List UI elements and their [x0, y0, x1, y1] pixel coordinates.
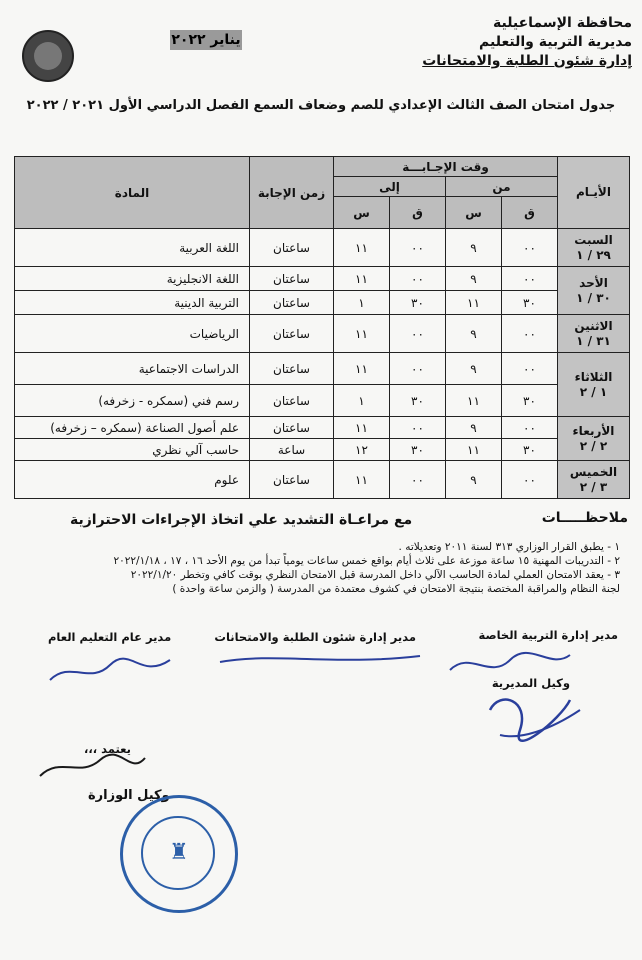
- table-row: [15, 229, 630, 267]
- signature-students-affairs-icon: [215, 646, 425, 670]
- from-hours-cell: ٩: [446, 461, 502, 499]
- duration-header-cell: زمن الإجابة: [250, 157, 334, 229]
- notes-list: [20, 540, 620, 596]
- notes-emphasis: مع مراعـاة التشديد علي اتخاذ الإجراءات الاحترازية: [70, 512, 413, 528]
- table-row: [15, 417, 630, 439]
- from-hours-cell: ٩: [446, 353, 502, 385]
- from-hours-cell: ١١: [446, 439, 502, 461]
- governorate-name: محافظة الإسماعيلية: [492, 15, 632, 31]
- from-minutes-cell: ٠٠: [502, 267, 558, 291]
- duration-cell: ساعتان: [250, 267, 334, 291]
- duration-cell: ساعتان: [250, 461, 334, 499]
- subject-cell: التربية الدينية: [15, 291, 250, 315]
- duration-cell: ساعتان: [250, 385, 334, 417]
- from-hours-cell: ١١: [446, 385, 502, 417]
- to-hours-cell: ١١: [334, 461, 390, 499]
- from-minutes-header: ق: [502, 197, 558, 229]
- subject-cell: علوم: [15, 461, 250, 499]
- to-hours-cell: ١١: [334, 267, 390, 291]
- sig-students-affairs-title: مدير إدارة شئون الطلبة والامتحانات: [214, 630, 416, 644]
- duration-cell: ساعتان: [250, 417, 334, 439]
- from-minutes-cell: ٠٠: [502, 417, 558, 439]
- subject-cell: الدراسات الاجتماعية: [15, 353, 250, 385]
- subject-cell: اللغة الانجليزية: [15, 267, 250, 291]
- day-cell: الأربعاء ٢ / ٢: [558, 417, 630, 461]
- duration-cell: ساعة: [250, 439, 334, 461]
- duration-cell: ساعتان: [250, 315, 334, 353]
- duration-cell: ساعتان: [250, 353, 334, 385]
- approved-label: يعتمد ،،،: [84, 742, 131, 756]
- day-cell: الثلاثاء ١ / ٢: [558, 353, 630, 417]
- sig-deputy-directorate-title: وكيل المديرية: [491, 676, 570, 690]
- duration-cell: ساعتان: [250, 291, 334, 315]
- subject-cell: حاسب آلي نظري: [15, 439, 250, 461]
- table-row: [15, 291, 630, 315]
- note-item: ٣ - يعقد الامتحان العملي لمادة الحاسب الآلي داخل المدرسة قبل الامتحان النظري بوقت كافي وتخطر ٢٠٢٢/١/٢٠: [130, 569, 620, 581]
- to-minutes-cell: ٣٠: [390, 439, 446, 461]
- day-cell: الخميس ٣ / ٢: [558, 461, 630, 499]
- signature-special-ed-icon: [440, 640, 590, 750]
- from-hours-cell: ٩: [446, 315, 502, 353]
- day-cell: السبت ٢٩ / ١: [558, 229, 630, 267]
- to-minutes-cell: ٠٠: [390, 315, 446, 353]
- to-hours-cell: ١١: [334, 229, 390, 267]
- from-hours-cell: ٩: [446, 267, 502, 291]
- day-cell: الأحد ٣٠ / ١: [558, 267, 630, 315]
- day-cell: الاثنين ٣١ / ١: [558, 315, 630, 353]
- to-hours-cell: ١١: [334, 353, 390, 385]
- to-hours-cell: ١: [334, 385, 390, 417]
- schedule-title: جدول امتحان الصف الثالث الإعدادي للصم وضعاف السمع الفصل الدراسي الأول ٢٠٢١ / ٢٠٢٢: [26, 98, 616, 113]
- answer-time-header: وقت الإجـابـــة: [334, 157, 558, 177]
- signature-general-ed-icon: [40, 650, 180, 690]
- to-hours-cell: ١١: [334, 417, 390, 439]
- to-hours-cell: ١: [334, 291, 390, 315]
- from-header: من: [446, 177, 558, 197]
- from-hours-cell: ١١: [446, 291, 502, 315]
- subject-cell: اللغة العربية: [15, 229, 250, 267]
- letterhead: [392, 14, 632, 71]
- notes-title: ملاحظـــــات: [541, 510, 628, 526]
- date-badge: يناير ٢٠٢٢: [171, 32, 241, 48]
- from-hours-header: س: [446, 197, 502, 229]
- table-row: [15, 353, 630, 385]
- from-hours-cell: ٩: [446, 229, 502, 267]
- exam-schedule-body: [14, 156, 630, 499]
- department-name: إدارة شئون الطلبة والامتحانات: [422, 53, 632, 69]
- to-header: إلى: [334, 177, 446, 197]
- sig-special-ed-title: مدير إدارة التربية الخاصة: [478, 628, 618, 642]
- sig-ministry-deputy-title: وكيل الوزارة: [88, 788, 170, 803]
- from-minutes-cell: ٣٠: [502, 385, 558, 417]
- table-row: [15, 267, 630, 291]
- from-minutes-cell: ٠٠: [502, 315, 558, 353]
- official-seal-icon: ♜: [120, 795, 238, 913]
- to-hours-header: س: [334, 197, 390, 229]
- subject-cell: الرياضيات: [15, 315, 250, 353]
- directorate-name: مديرية التربية والتعليم: [479, 34, 632, 50]
- subject-header-cell: المادة: [15, 157, 250, 229]
- days-header-cell: الأيـام: [558, 157, 630, 229]
- to-minutes-cell: ٣٠: [390, 291, 446, 315]
- subject-cell: رسم فني (سمكره - زخرفه): [15, 385, 250, 417]
- table-row: [15, 461, 630, 499]
- to-minutes-cell: ٠٠: [390, 229, 446, 267]
- to-minutes-cell: ٣٠: [390, 385, 446, 417]
- table-row: [15, 439, 630, 461]
- from-minutes-cell: ٣٠: [502, 291, 558, 315]
- to-minutes-cell: ٠٠: [390, 417, 446, 439]
- table-row: [15, 385, 630, 417]
- sig-general-ed-title: مدير عام التعليم العام: [48, 630, 172, 644]
- subject-cell: علم أصول الصناعة (سمكره – زخرفه): [15, 417, 250, 439]
- to-minutes-header: ق: [390, 197, 446, 229]
- duration-cell: ساعتان: [250, 229, 334, 267]
- to-minutes-cell: ٠٠: [390, 353, 446, 385]
- to-hours-cell: ١٢: [334, 439, 390, 461]
- note-item: ٢ - التدريبات المهنية ١٥ ساعة موزعة على ثلاث أيام بواقع خمس ساعات يومياً تبدأ من يوم الأحد ١٦ ، ١٧ ، ٢٠٢٢/١/١٨: [113, 555, 620, 567]
- to-hours-cell: ١١: [334, 315, 390, 353]
- directorate-logo-icon: [22, 30, 74, 82]
- table-row: [15, 315, 630, 353]
- note-item: لجنة النظام والمراقبة المختصة بنتيجة الامتحان في كشوف معتمدة من المدرسة ( والزمن ساعة واحدة ): [172, 583, 620, 595]
- from-minutes-cell: ٣٠: [502, 439, 558, 461]
- from-minutes-cell: ٠٠: [502, 461, 558, 499]
- signature-ministry-deputy-icon: [30, 748, 150, 788]
- from-minutes-cell: ٠٠: [502, 229, 558, 267]
- from-minutes-cell: ٠٠: [502, 353, 558, 385]
- to-minutes-cell: ٠٠: [390, 267, 446, 291]
- from-hours-cell: ٩: [446, 417, 502, 439]
- note-item: ١ - يطبق القرار الوزاري ٣١٣ لسنة ٢٠١١ وتعديلاته .: [398, 541, 620, 553]
- to-minutes-cell: ٠٠: [390, 461, 446, 499]
